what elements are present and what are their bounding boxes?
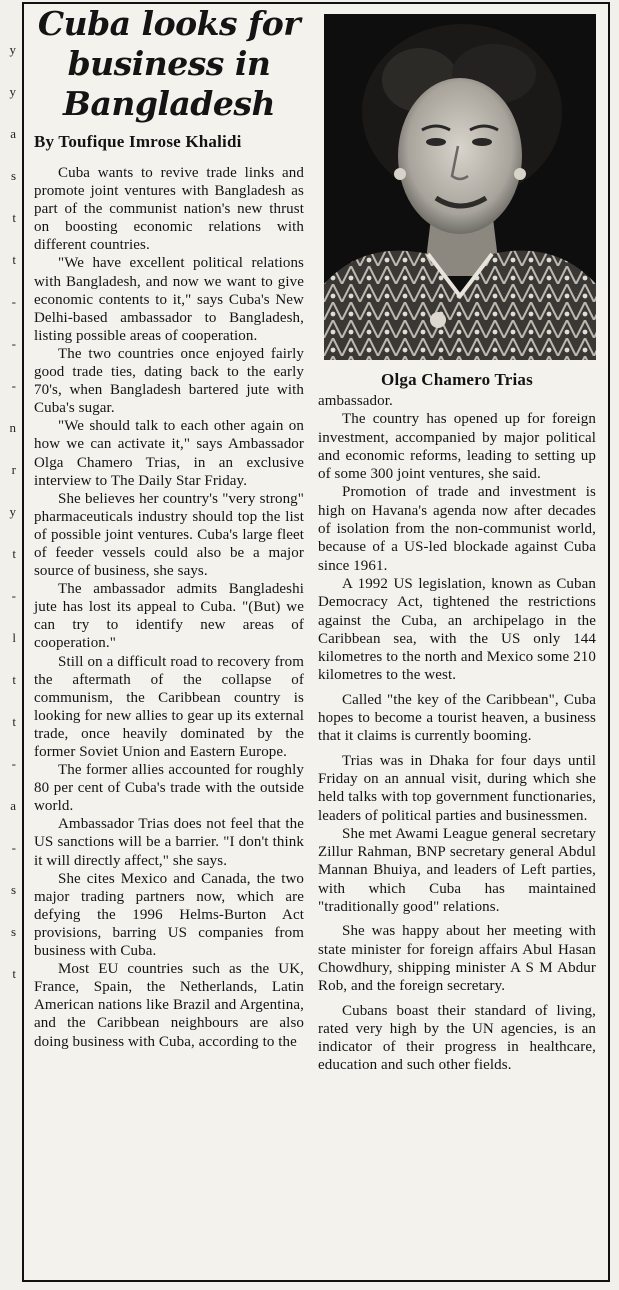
gutter-fragment: y — [9, 42, 16, 57]
gutter-fragment: l — [12, 630, 16, 645]
paragraph: She met Awami League general secretary Zillur Rahman, BNP secretary general Abdul Mannan Bhuiya, and leaders of Left parties, with which Cuba has maintained "traditionally good" relations. — [318, 825, 596, 916]
gutter-fragment: a — [10, 798, 16, 813]
paragraph: She was happy about her meeting with state minister for foreign affairs Abul Hasan Chowdhury, shipping minister A S M Abdur Rob, and the foreign secretary. — [318, 923, 596, 995]
byline: By Toufique Imrose Khalidi — [34, 132, 242, 151]
gutter-fragment: t — [12, 672, 16, 687]
paragraph: Still on a difficult road to recovery from the aftermath of the collapse of communism, the Caribbean country is looking for new allies to gear up its external trade, once heavily dominated by the former Soviet Union and Eastern Europe. — [34, 653, 304, 760]
gutter-fragment: - — [11, 378, 16, 393]
paragraph: Most EU countries such as the UK, France, Spain, the Netherlands, Latin American nations like Brazil and Argentina, and the Caribbean neighbours are also doing business with Cuba, according to the — [34, 961, 304, 1050]
paragraph: Called "the key of the Caribbean", Cuba hopes to become a tourist heaven, a business that it claims is currently booming. — [318, 691, 596, 745]
paragraph: "We should talk to each other again on how we can activate it," says Ambassador Olga Chamero Trias, in an exclusive interview to The Daily Star Friday. — [34, 418, 304, 489]
paragraph: Cubans boast their standard of living, rated very high by the UN agencies, is an indicator of their progress in healthcare, education and such other fields. — [318, 1002, 596, 1074]
gutter-fragment: t — [12, 210, 16, 225]
portrait-photo — [324, 14, 596, 360]
gutter-fragment: s — [10, 168, 16, 183]
paragraph: The two countries once enjoyed fairly good trade ties, dating back to the early 70's, when Bangladesh bartered jute with Cuba's sugar. — [34, 345, 304, 417]
paragraph: "We have excellent political relations with Bangladesh, and now we want to give economic contents to it," says Cuba's New Delhi-based ambassador to Bangladesh, listing possible areas of cooperation. — [34, 255, 304, 344]
gutter-fragment: - — [11, 588, 16, 603]
gutter-fragment: - — [11, 336, 16, 351]
paragraph: Ambassador Trias does not feel that the US sanctions will be a barrier. "I don't think it will directly affect," she says. — [34, 816, 304, 869]
gutter-fragment: t — [12, 714, 16, 729]
paragraph: She believes her country's "very strong" pharmaceuticals industry should top the list of possible joint ventures. Cuba's large fleet of feeder vessels could also be a major source of business, she says. — [34, 490, 304, 580]
gutter-fragment: - — [11, 840, 16, 855]
paragraph: The ambassador admits Bangladeshi jute has lost its appeal to Cuba. "(But) we can try to identify new areas of cooperation." — [34, 581, 304, 652]
paragraph: Promotion of trade and investment is high on Havana's agenda now after decades of isolation from the non-communist world, because of a US-led blockade against Cuba since 1961. — [318, 484, 596, 574]
paragraph: A 1992 US legislation, known as Cuban Democracy Act, tightened the restrictions against the Cuba, an archipelago in the Caribbean sea, with the US only 144 kilometres to the north and Mexico some 210 kilometres to the west. — [318, 575, 596, 684]
gutter-fragment: n — [9, 420, 16, 435]
gutter-fragment: y — [9, 504, 16, 519]
gutter-fragment: s — [10, 882, 16, 897]
gutter-fragment: - — [11, 756, 16, 771]
right-column-body — [318, 392, 596, 1075]
portrait-illustration — [324, 14, 596, 360]
paragraph: The former allies accounted for roughly 80 per cent of Cuba's trade with the outside world. — [34, 762, 304, 815]
photo-caption: Olga Chamero Trias — [381, 370, 533, 389]
gutter-fragment: s — [10, 924, 16, 939]
paragraph: ambassador. — [318, 393, 393, 409]
gutter-fragment: t — [12, 546, 16, 561]
gutter-fragment: r — [11, 462, 16, 477]
article-right-column — [318, 14, 596, 1075]
article-left-column — [34, 4, 304, 1051]
paragraph: Trias was in Dhaka for four days until Friday on an annual visit, during which she held talks with top government functionaries, leaders of political parties and businessmen. — [318, 752, 596, 824]
paragraph: She cites Mexico and Canada, the two major trading partners now, which are defying the 1996 Helms-Burton Act provisions, barring US companies from business with Cuba. — [34, 870, 304, 960]
headline: Cuba looks for business in Bangladesh — [37, 4, 301, 123]
gutter-fragment: t — [12, 252, 16, 267]
paragraph: The country has opened up for foreign investment, accompanied by major political and economic reforms, leading to setting up of some 300 joint ventures, she said. — [318, 411, 596, 483]
gutter-fragment: - — [11, 294, 16, 309]
gutter-fragment: a — [10, 126, 16, 141]
gutter-fragment: y — [9, 84, 16, 99]
adjacent-column-fragment — [0, 0, 20, 1290]
left-column-body — [34, 164, 304, 1051]
paragraph: Cuba wants to revive trade links and promote joint ventures with Bangladesh as part of the communist nation's new thrust on boosting economic relations with different countries. — [34, 165, 304, 254]
gutter-fragment: t — [12, 966, 16, 981]
